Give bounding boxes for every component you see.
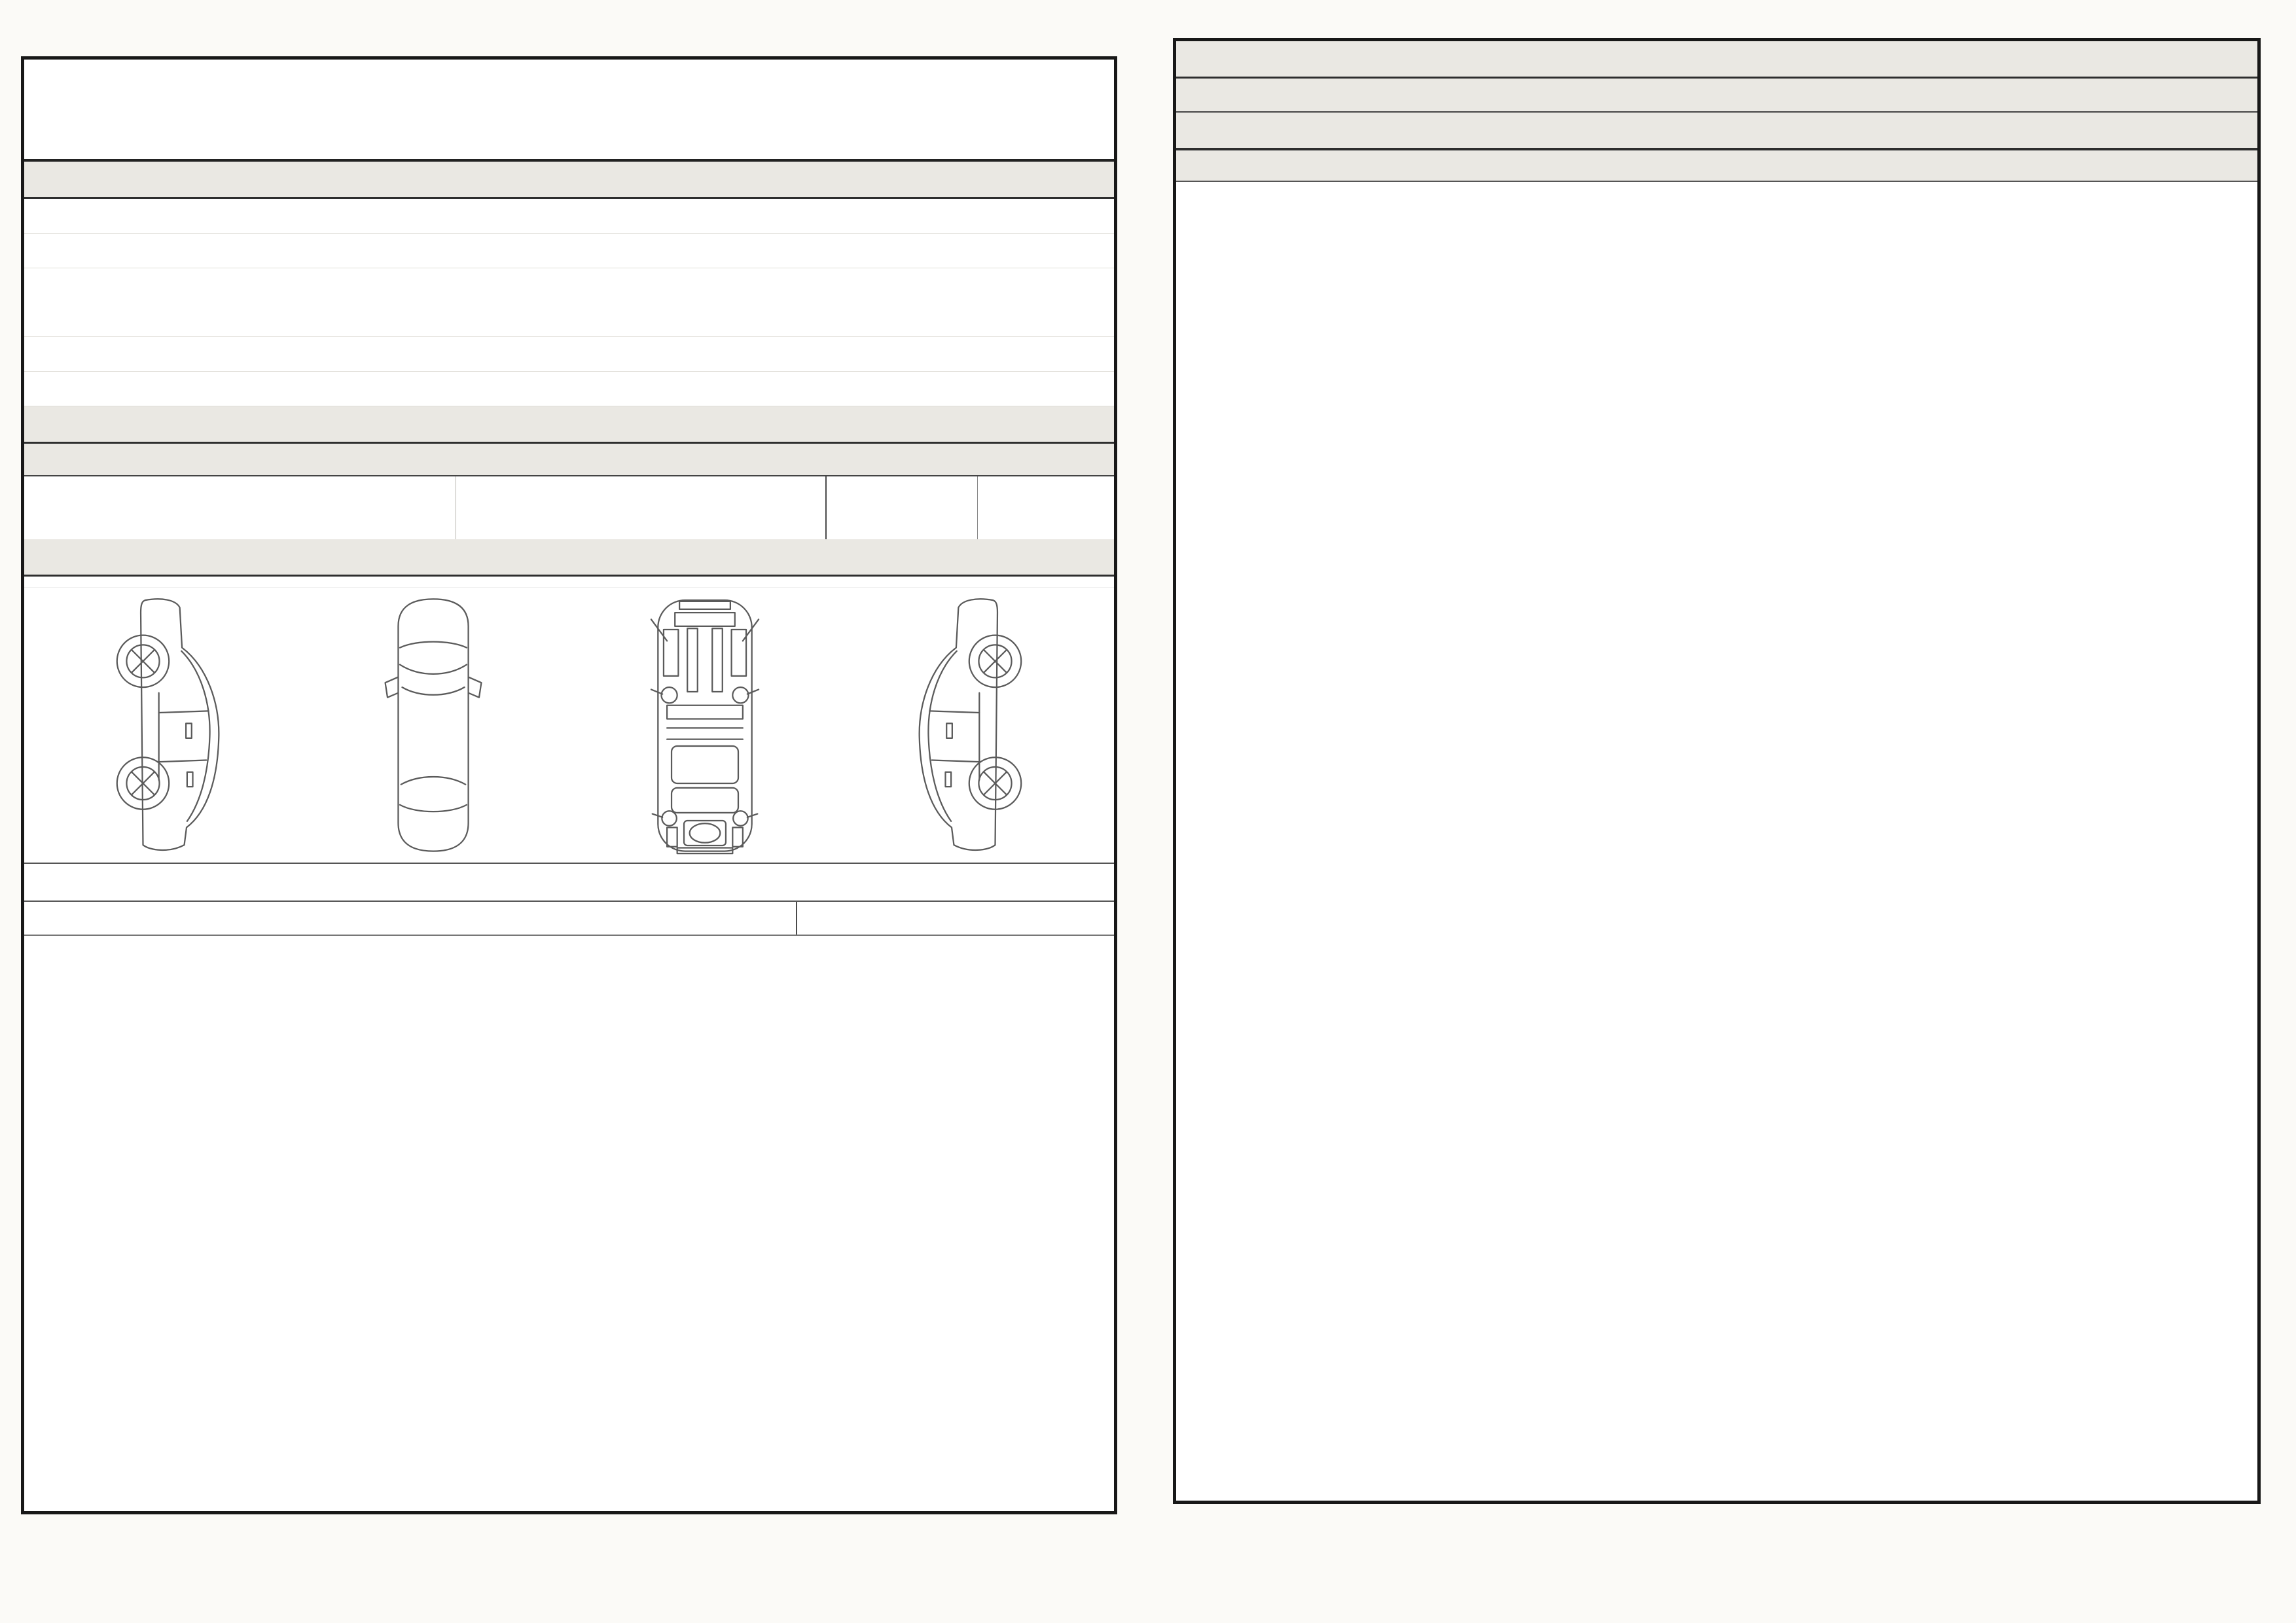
car-diagram-top [332, 592, 535, 858]
car-diagrams [24, 588, 1114, 863]
price-cell [827, 476, 977, 508]
detail-header [1176, 79, 2257, 113]
transmission-options-1 [689, 268, 1114, 302]
basic-info-bar [24, 162, 1114, 199]
mileage-label [24, 476, 181, 539]
row-car-name [24, 199, 1114, 234]
page-2 [1173, 38, 2261, 1504]
comprehensive-bar [24, 406, 1114, 444]
etc-rows [1176, 182, 2257, 1501]
price-extra-cell [977, 476, 1114, 539]
row-registration-vin [24, 268, 1114, 337]
row-fuel [24, 337, 1114, 372]
etc-bar [1176, 113, 2257, 150]
current-mileage [456, 476, 825, 539]
mileage-state-options [181, 476, 456, 508]
transmission-type-label [440, 268, 689, 336]
panel-rank-table [24, 935, 1114, 1511]
car-diagram-right-side [875, 592, 1078, 858]
price-cell [827, 508, 977, 539]
detail-bar [1176, 41, 2257, 79]
accident-history-row [24, 863, 1114, 901]
car-diagram-left-side [60, 592, 263, 858]
transmission-options-2 [689, 302, 1114, 336]
exchange-header-row [24, 901, 1114, 935]
exchange-label [24, 902, 796, 935]
car-diagram-underbody [603, 592, 806, 858]
etc-header [1176, 150, 2257, 182]
title-block [24, 60, 1114, 162]
mileage-row [24, 476, 1114, 539]
row-model-year [24, 234, 1114, 268]
odometer-state-options [181, 508, 456, 539]
page-1 [21, 56, 1117, 1514]
comprehensive-header [24, 444, 1114, 476]
row-engine-type [24, 372, 1114, 406]
legend-notes [24, 577, 1114, 588]
exchange-price-header [796, 902, 1114, 935]
accident-bar [24, 539, 1114, 577]
